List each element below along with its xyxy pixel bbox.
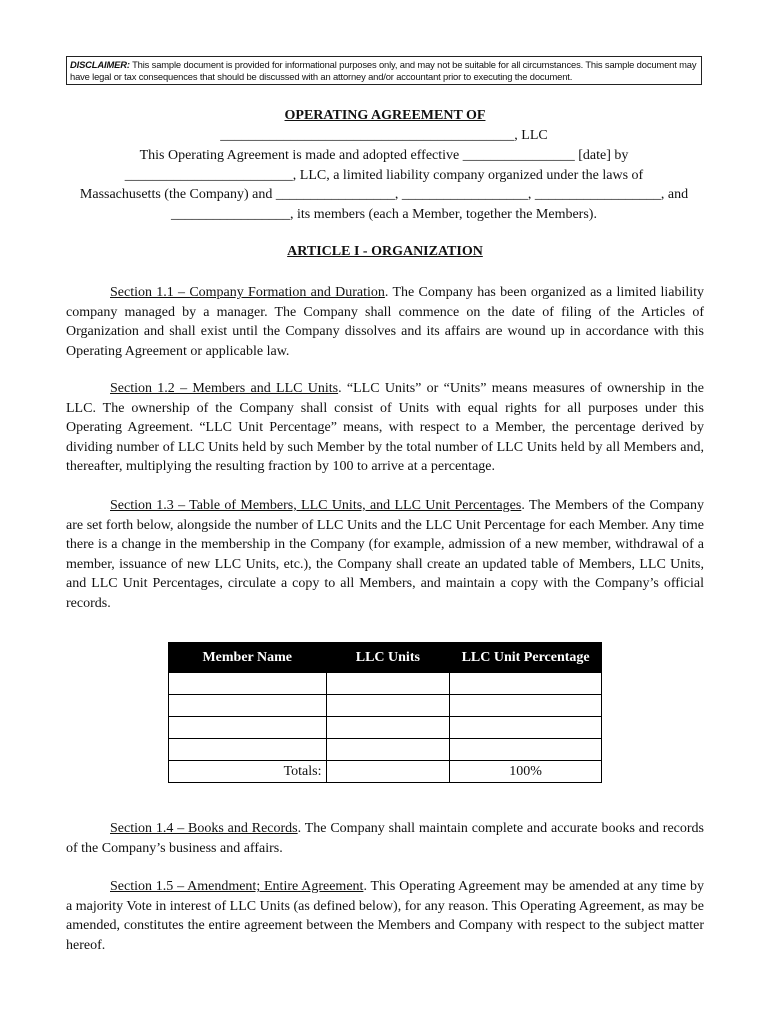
section-1-3 bbox=[66, 496, 704, 614]
llc-units-cell[interactable] bbox=[326, 695, 450, 717]
preamble-line: This Operating Agreement is made and adopted effective ________________ [date] by bbox=[139, 147, 629, 163]
section-body: . The Members of the Company are set forth below, alongside the number of LLC Units and the LLC Unit Percentage for each Member. Any time there is a change in the membership in the Company (for example, admission of a new member, withdrawal of a member, issuance of new LLC Units, etc.), the Company shall create an updated table of Members, LLC Units, and LLC Unit Percentages, circulate a copy to all Members, and maintain a copy with the Company’s official records. bbox=[66, 498, 704, 611]
disclaimer-label: DISCLAIMER: bbox=[70, 59, 130, 70]
column-header-llc-unit-percentage: LLC Unit Percentage bbox=[450, 643, 602, 673]
totals-units-cell[interactable] bbox=[326, 761, 450, 783]
llc-percentage-cell[interactable] bbox=[450, 717, 602, 739]
section-heading: Section 1.3 – Table of Members, LLC Units, and LLC Unit Percentages bbox=[110, 498, 522, 513]
totals-label: Totals: bbox=[169, 761, 327, 783]
section-1-2 bbox=[66, 379, 704, 477]
section-1-1 bbox=[66, 283, 704, 361]
member-name-cell[interactable] bbox=[169, 673, 327, 695]
section-body: . The Company shall maintain complete and accurate books and records of the Company’s business and affairs. bbox=[66, 821, 705, 856]
table-row bbox=[169, 673, 602, 695]
llc-percentage-cell[interactable] bbox=[450, 673, 602, 695]
llc-units-cell[interactable] bbox=[326, 717, 450, 739]
member-name-cell[interactable] bbox=[169, 717, 327, 739]
table-header-row bbox=[169, 643, 602, 673]
llc-percentage-cell[interactable] bbox=[450, 739, 602, 761]
section-heading: Section 1.1 – Company Formation and Duration bbox=[110, 285, 385, 300]
llc-percentage-cell[interactable] bbox=[450, 695, 602, 717]
member-name-cell[interactable] bbox=[169, 739, 327, 761]
members-table bbox=[168, 642, 602, 783]
member-name-cell[interactable] bbox=[169, 695, 327, 717]
article-title: ARTICLE I - ORGANIZATION bbox=[287, 244, 483, 259]
document-title: OPERATING AGREEMENT OF bbox=[284, 108, 486, 123]
preamble-line: _________________, its members (each a Member, together the Members). bbox=[171, 207, 597, 223]
table-row bbox=[169, 695, 602, 717]
column-header-member-name: Member Name bbox=[169, 643, 327, 673]
preamble bbox=[66, 126, 702, 225]
preamble-line: Massachusetts (the Company) and _________________, __________________, __________________, and bbox=[79, 187, 689, 203]
section-1-4 bbox=[66, 819, 704, 858]
llc-units-cell[interactable] bbox=[326, 673, 450, 695]
section-1-5 bbox=[66, 877, 704, 955]
section-body: . The Company has been organized as a limited liability company managed by a manager. The Company shall commence on the date of filing of the Articles of Organization and shall exist until the Company dissolves and its affairs are wound up in accordance with this Operating Agreement or applicable law. bbox=[66, 285, 704, 359]
totals-row bbox=[169, 761, 602, 783]
table-row bbox=[169, 717, 602, 739]
section-heading: Section 1.4 – Books and Records bbox=[110, 821, 298, 836]
section-heading: Section 1.2 – Members and LLC Units bbox=[110, 381, 339, 396]
preamble-line: ________________________, LLC, a limited liability company organized under the laws of bbox=[124, 167, 644, 183]
table-row bbox=[169, 739, 602, 761]
disclaimer-text: This sample document is provided for informational purposes only, and may not be suitable for all circumstances. This sample document may have legal or tax consequences that should be discussed with an attorney and/or accountant prior to executing the document. bbox=[70, 59, 697, 82]
section-body: . “LLC Units” or “Units” means measures of ownership in the LLC. The ownership of the Company shall consist of Units with equal rights for all purposes under this Operating Agreement. “LLC Unit Percentage” means, with respect to a Member, the percentage derived by dividing number of LLC Units held by such Member by the total number of LLC Units held by all Members and, thereafter, multiplying the resulting fraction by 100 to arrive at a percentage. bbox=[66, 381, 704, 475]
column-header-llc-units: LLC Units bbox=[326, 643, 450, 673]
section-heading: Section 1.5 – Amendment; Entire Agreement bbox=[110, 879, 364, 894]
section-body: . This Operating Agreement may be amended at any time by a majority Vote in interest of LLC Units (as defined below), for any reason. This Operating Agreement, as may be amended, constitutes the entire agreement between the Members and Company with respect to the subject matter hereof. bbox=[66, 879, 704, 953]
preamble-line: __________________________________________, LLC bbox=[220, 128, 548, 143]
totals-percent: 100% bbox=[450, 761, 602, 783]
disclaimer-box bbox=[66, 56, 702, 85]
llc-units-cell[interactable] bbox=[326, 739, 450, 761]
